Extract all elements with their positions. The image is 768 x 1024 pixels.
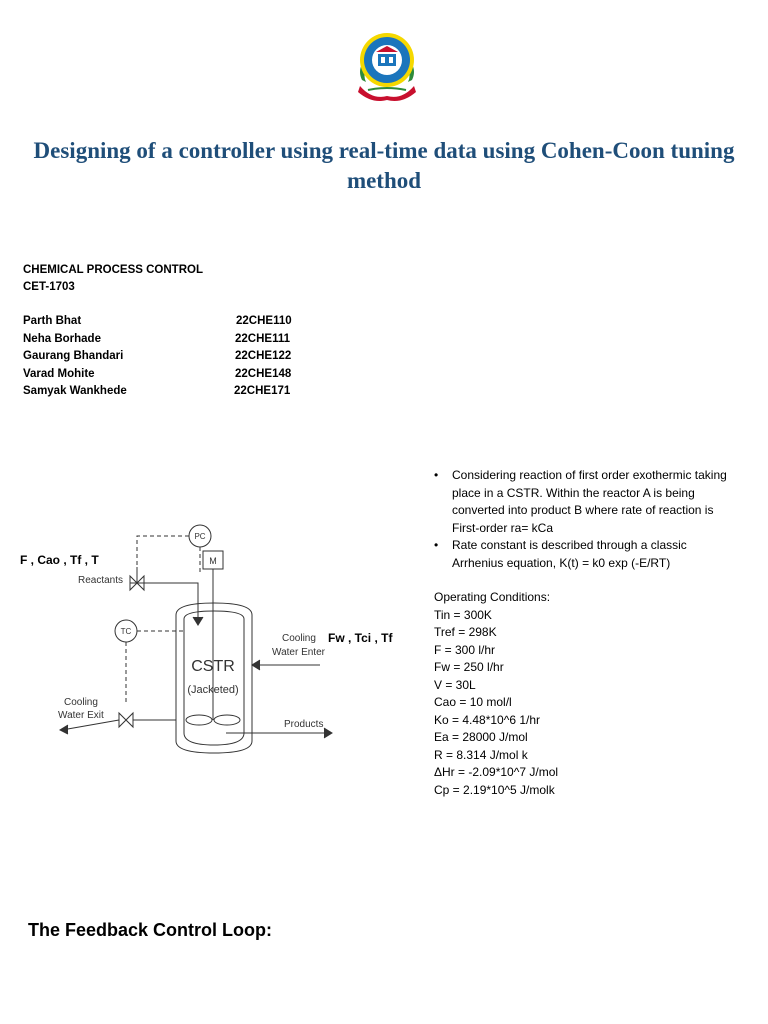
condition-item: Ea = 28000 J/mol bbox=[434, 730, 528, 744]
member-name: Samyak Wankhede bbox=[23, 385, 127, 397]
member-row bbox=[23, 331, 323, 349]
member-name: Varad Mohite bbox=[23, 367, 95, 380]
condition-item: Ko = 4.48*10^6 1/hr bbox=[434, 712, 541, 727]
cooling-enter-label-2: Water Enter bbox=[272, 647, 325, 658]
list-item: • Considering reaction of first order exothermic taking place in a CSTR. Within the reactor A is being converted into product B where rate of reaction is First-order ra= kCa bbox=[432, 467, 732, 537]
member-row bbox=[23, 366, 323, 384]
member-roll: 22CHE110 bbox=[236, 315, 292, 327]
condition-item: R = 8.314 J/mol k bbox=[434, 747, 528, 762]
cooling-exit-label-2: Water Exit bbox=[58, 710, 104, 721]
section-heading: The Feedback Control Loop: bbox=[28, 920, 273, 940]
course-code: CET-1703 bbox=[23, 281, 75, 293]
reactor-label: CSTR bbox=[191, 658, 235, 675]
tc-label: TC bbox=[120, 627, 132, 636]
condition-item: V = 30L bbox=[434, 677, 476, 692]
motor-label: M bbox=[209, 556, 217, 566]
condition-item: Cao = 10 mol/l bbox=[434, 695, 512, 709]
member-list bbox=[23, 313, 323, 401]
member-row bbox=[23, 383, 323, 401]
condition-item: Tref = 298K bbox=[434, 625, 497, 639]
college-logo bbox=[354, 26, 420, 102]
coolant-variables-label: Fw , Tci , Tf bbox=[328, 631, 393, 645]
course-title: CHEMICAL PROCESS CONTROL bbox=[23, 264, 203, 276]
member-row bbox=[23, 348, 323, 366]
condition-item: F = 300 l/hr bbox=[434, 642, 496, 657]
reactor-sub-label: (Jacketed) bbox=[187, 684, 239, 696]
condition-item: Cp = 2.19*10^5 J/molk bbox=[434, 782, 555, 797]
member-row bbox=[23, 313, 323, 331]
pc-label: PC bbox=[194, 532, 206, 541]
member-name: Neha Borhade bbox=[23, 332, 101, 345]
description-list bbox=[432, 467, 732, 572]
conditions-heading: Operating Conditions: bbox=[434, 590, 551, 604]
member-roll: 22CHE122 bbox=[235, 350, 292, 362]
operating-conditions bbox=[434, 589, 558, 799]
products-label: Products bbox=[284, 719, 324, 730]
reactants-label: Reactants bbox=[78, 575, 124, 586]
member-roll: 22CHE111 bbox=[235, 332, 290, 345]
cooling-enter-label-1: Cooling bbox=[282, 633, 316, 644]
member-name: Gaurang Bhandari bbox=[23, 350, 124, 362]
condition-item: ΔHr = -2.09*10^7 J/mol bbox=[434, 765, 559, 779]
member-roll: 22CHE171 bbox=[234, 385, 291, 397]
condition-item: Fw = 250 l/hr bbox=[434, 660, 504, 674]
feed-variables-label: F , Cao , Tf , T bbox=[20, 553, 99, 567]
cooling-exit-label-1: Cooling bbox=[64, 697, 98, 708]
page-title: Designing of a controller using real-time data using Cohen-Coon tuning method bbox=[33, 138, 735, 193]
member-roll: 22CHE148 bbox=[235, 367, 292, 380]
member-name: Parth Bhat bbox=[23, 315, 82, 327]
list-item: • Rate constant is described through a classic Arrhenius equation, K(t) = k0 exp (-E/RT) bbox=[432, 537, 732, 572]
condition-item: Tin = 300K bbox=[434, 607, 492, 622]
